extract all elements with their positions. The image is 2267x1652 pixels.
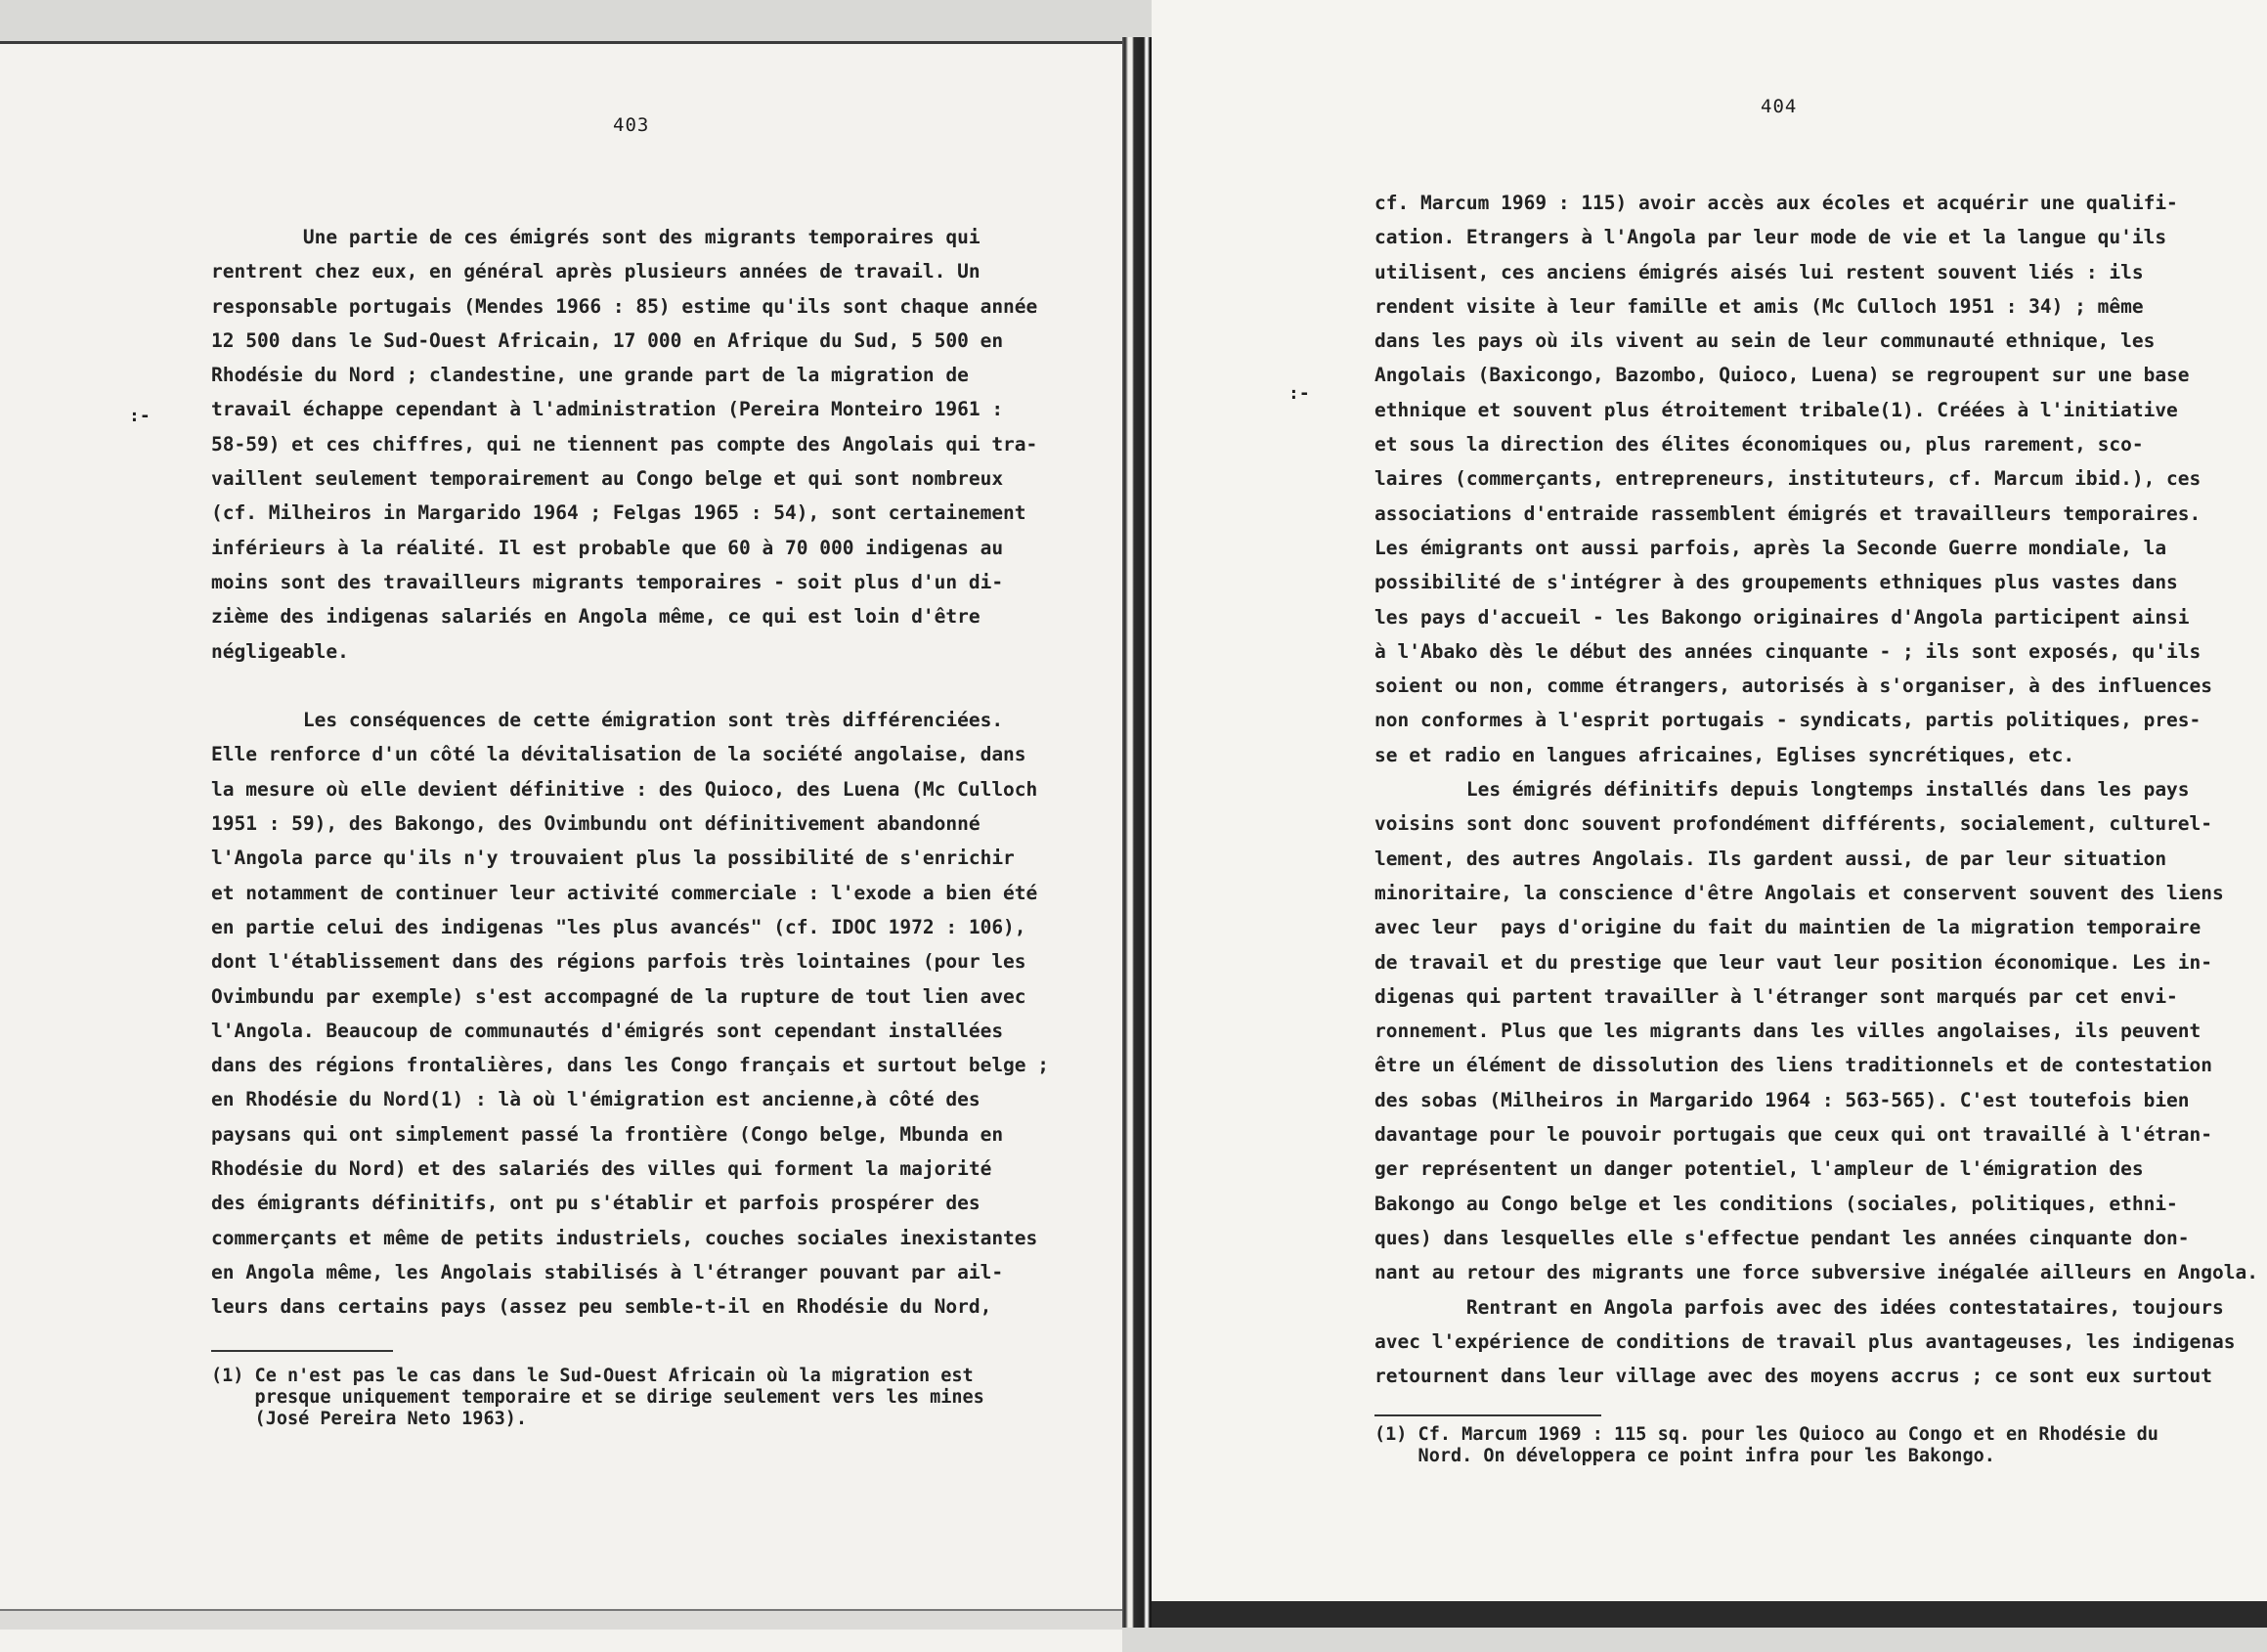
text-line: se et radio en langues africaines, Eglises syncrétiques, etc.	[1374, 743, 2075, 766]
text-line: Angolais (Baxicongo, Bazombo, Quioco, Luena) se regroupent sur une base	[1374, 364, 2190, 387]
book-spine	[1122, 37, 1152, 1628]
text-line: avec leur pays d'origine du fait du maintien de la migration temporaire	[1374, 916, 2202, 939]
text-line: leurs dans certains pays (assez peu semble-t-il en Rhodésie du Nord,	[211, 1295, 992, 1319]
left-page	[0, 41, 1122, 1652]
text-line: minoritaire, la conscience d'être Angolais et conservent souvent des liens	[1374, 881, 2224, 904]
text-line: en partie celui des indigenas "les plus avancés" (cf. IDOC 1972 : 106),	[211, 915, 1026, 938]
footnote-line: (1) Cf. Marcum 1969 : 115 sq. pour les Quioco au Congo et en Rhodésie du	[1374, 1424, 2158, 1445]
text-line: non conformes à l'esprit portugais - syndicats, partis politiques, pres-	[1374, 709, 2202, 732]
text-line: Elle renforce d'un côté la dévitalisation de la société angolaise, dans	[211, 743, 1026, 766]
text-line: dans des régions frontalières, dans les Congo français et surtout belge ;	[211, 1054, 1050, 1077]
text-line: cation. Etrangers à l'Angola par leur mode de vie et la langue qu'ils	[1374, 226, 2167, 249]
text-line: et notamment de continuer leur activité commerciale : l'exode a bien été	[211, 881, 1038, 904]
text-line: Ovimbundu par exemple) s'est accompagné de la rupture de tout lien avec	[211, 984, 1026, 1008]
text-line: ethnique et souvent plus étroitement tribale(1). Créées à l'initiative	[1374, 398, 2178, 421]
text-line: négligeable.	[211, 639, 349, 663]
text-line: la mesure où elle devient définitive : des Quioco, des Luena (Mc Culloch	[211, 777, 1038, 801]
text-line: à l'Abako dès le début des années cinquante - ; ils sont exposés, qu'ils	[1374, 639, 2202, 663]
text-line: ger représentent un danger potentiel, l'ampleur de l'émigration des	[1374, 1157, 2144, 1181]
text-line: utilisent, ces anciens émigrés aisés lui restent souvent liés : ils	[1374, 260, 2144, 283]
text-line: vaillent seulement temporairement au Congo belge et qui sont nombreux	[211, 467, 1004, 491]
text-line: Rhodésie du Nord ; clandestine, une grande part de la migration de	[211, 364, 969, 387]
text-line: en Rhodésie du Nord(1) : là où l'émigration est ancienne,à côté des	[211, 1088, 981, 1111]
footnote-line: presque uniquement temporaire et se dirige seulement vers les mines	[211, 1387, 984, 1408]
text-line: Rhodésie du Nord) et des salariés des villes qui forment la majorité	[211, 1157, 992, 1181]
footnote-line: Nord. On développera ce point infra pour les Bakongo.	[1374, 1446, 1995, 1466]
text-line: dont l'établissement dans des régions parfois très lointaines (pour les	[211, 950, 1026, 974]
footnote-line: (1) Ce n'est pas le cas dans le Sud-Ouest Africain où la migration est	[211, 1366, 974, 1386]
text-line: des sobas (Milheiros in Margarido 1964 : 563-565). C'est toutefois bien	[1374, 1088, 2190, 1111]
margin-mark: :-	[1288, 383, 1310, 404]
text-line: soient ou non, comme étrangers, autorisés à s'organiser, à des influences	[1374, 674, 2213, 698]
text-line: zième des indigenas salariés en Angola même, ce qui est loin d'être	[211, 605, 981, 629]
text-line: cf. Marcum 1969 : 115) avoir accès aux écoles et acquérir une qualifi-	[1374, 192, 2178, 214]
text-line: 58-59) et ces chiffres, qui ne tiennent pas compte des Angolais qui tra-	[211, 432, 1038, 456]
text-line: 1951 : 59), des Bakongo, des Ovimbundu ont définitivement abandonné	[211, 812, 981, 836]
text-line: et sous la direction des élites économiques ou, plus rarement, sco-	[1374, 433, 2144, 456]
text-line: laires (commerçants, entrepreneurs, instituteurs, cf. Marcum ibid.), ces	[1374, 467, 2202, 491]
text-line: lement, des autres Angolais. Ils gardent aussi, de par leur situation	[1374, 847, 2167, 870]
page-bottom-edge	[1152, 1601, 2267, 1628]
right-footnote	[1374, 1424, 2158, 1467]
left-body-text	[211, 220, 1049, 1325]
right-body-text	[1374, 186, 2258, 1393]
text-line: moins sont des travailleurs migrants temporaires - soit plus d'un di-	[211, 570, 1004, 593]
margin-mark: :-	[129, 406, 151, 426]
text-line: Bakongo au Congo belge et les conditions (sociales, politiques, ethni-	[1374, 1192, 2178, 1215]
right-page-number: 404	[1761, 96, 1798, 117]
text-line: paysans qui ont simplement passé la frontière (Congo belge, Mbunda en	[211, 1122, 1004, 1146]
text-line: l'Angola parce qu'ils n'y trouvaient plus la possibilité de s'enrichir	[211, 847, 1015, 870]
text-line: ronnement. Plus que les migrants dans les villes angolaises, ils peuvent	[1374, 1020, 2202, 1043]
text-line: les pays d'accueil - les Bakongo originaires d'Angola participent ainsi	[1374, 605, 2190, 629]
text-line: commerçants et même de petits industriels, couches sociales inexistantes	[211, 1226, 1038, 1249]
text-line: voisins sont donc souvent profondément différents, socialement, culturel-	[1374, 812, 2213, 836]
left-footnote-rule	[211, 1350, 393, 1352]
text-line: retournent dans leur village avec des moyens accrus ; ce sont eux surtout	[1374, 1365, 2213, 1388]
text-line: inférieurs à la réalité. Il est probable que 60 à 70 000 indigenas au	[211, 536, 1004, 559]
text-line: davantage pour le pouvoir portugais que ceux qui ont travaillé à l'étran-	[1374, 1123, 2213, 1147]
text-line: rendent visite à leur famille et amis (Mc Culloch 1951 : 34) ; même	[1374, 294, 2144, 318]
text-line	[211, 669, 1049, 703]
right-page	[1152, 0, 2267, 1601]
text-line: l'Angola. Beaucoup de communautés d'émigrés sont cependant installées	[211, 1019, 1004, 1042]
text-line: ques) dans lesquelles elle s'effectue pendant les années cinquante don-	[1374, 1226, 2190, 1249]
text-line: avec l'expérience de conditions de travail plus avantageuses, les indigenas	[1374, 1329, 2236, 1353]
right-footnote-rule	[1374, 1414, 1601, 1416]
left-footnote	[211, 1366, 984, 1430]
text-line: Une partie de ces émigrés sont des migrants temporaires qui	[211, 226, 981, 248]
text-line: 12 500 dans le Sud-Ouest Africain, 17 000 en Afrique du Sud, 5 500 en	[211, 328, 1004, 352]
text-line: digenas qui partent travailler à l'étranger sont marqués par cet envi-	[1374, 984, 2178, 1008]
text-line: associations d'entraide rassemblent émigrés et travailleurs temporaires.	[1374, 501, 2202, 525]
text-line: Les conséquences de cette émigration sont très différenciées.	[211, 709, 1004, 732]
text-line: (cf. Milheiros in Margarido 1964 ; Felgas 1965 : 54), sont certainement	[211, 501, 1026, 525]
page-bottom-edge	[0, 1609, 1122, 1630]
text-line: responsable portugais (Mendes 1966 : 85) estime qu'ils sont chaque année	[211, 294, 1038, 318]
text-line: possibilité de s'intégrer à des groupements ethniques plus vastes dans	[1374, 571, 2178, 594]
footnote-line: (José Pereira Neto 1963).	[211, 1409, 528, 1429]
text-line: dans les pays où ils vivent au sein de leur communauté ethnique, les	[1374, 329, 2156, 353]
text-line: Rentrant en Angola parfois avec des idées contestataires, toujours	[1374, 1295, 2224, 1319]
text-line: de travail et du prestige que leur vaut leur position économique. Les in-	[1374, 950, 2213, 974]
text-line: travail échappe cependant à l'administration (Pereira Monteiro 1961 :	[211, 398, 1004, 421]
text-line: rentrent chez eux, en général après plusieurs années de travail. Un	[211, 260, 981, 283]
text-line: nant au retour des migrants une force subversive inégalée ailleurs en Angola.	[1374, 1261, 2258, 1284]
text-line: des émigrants définitifs, ont pu s'établir et parfois prospérer des	[211, 1192, 981, 1215]
text-line: Les émigrants ont aussi parfois, après la Seconde Guerre mondiale, la	[1374, 536, 2167, 559]
text-line: en Angola même, les Angolais stabilisés à l'étranger pouvant par ail-	[211, 1260, 1004, 1283]
text-line: Les émigrés définitifs depuis longtemps installés dans les pays	[1374, 778, 2190, 802]
left-page-number: 403	[613, 114, 650, 136]
text-line: être un élément de dissolution des liens traditionnels et de contestation	[1374, 1054, 2213, 1077]
